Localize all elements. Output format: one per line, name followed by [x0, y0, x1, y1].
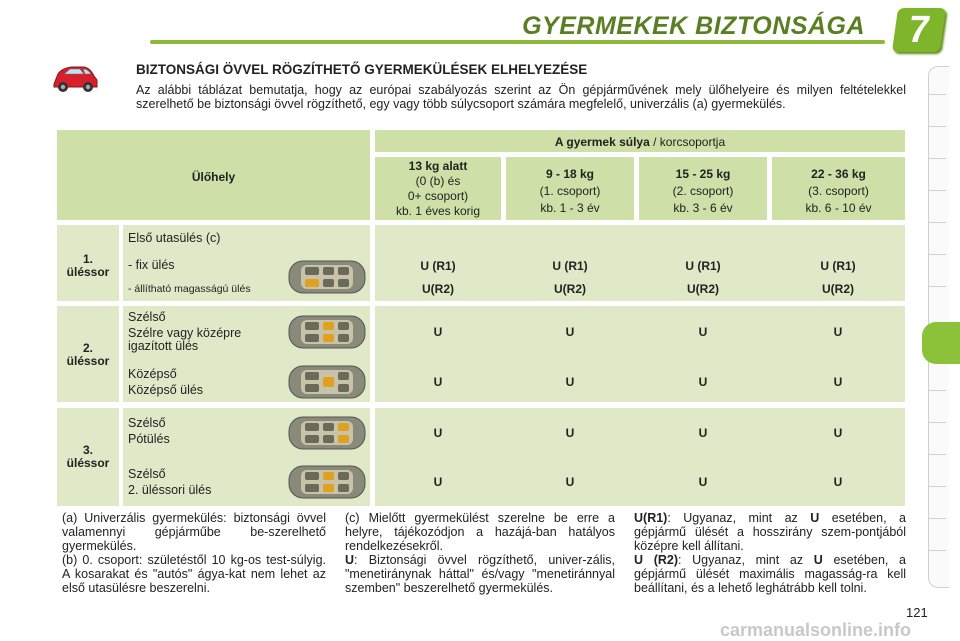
row3-value: U — [565, 475, 575, 489]
side-tab-divider — [928, 518, 946, 519]
note-b: (b) 0. csoport: születéstől 10 kg-os test-súlyig. A kosarakat és "autós" ágya-kat nem lehet az első utasülésre beszerelni. — [62, 553, 326, 595]
row1-value: U (R1) — [820, 259, 856, 273]
side-tab-divider — [928, 126, 946, 127]
side-tab-active[interactable] — [922, 322, 960, 364]
note-ur2: U (R2): Ugyanaz, mint az U esetében, a gépjármű ülését maximális magasság-ra kell beállítani, és a lehető leghátrább kell tolni. — [634, 553, 906, 595]
side-tab-divider — [928, 222, 946, 223]
row2-value: U — [833, 325, 843, 339]
row2-value: U — [433, 375, 443, 389]
chapter-badge: 7 — [892, 8, 946, 52]
row3-desc: 2. üléssori ülés — [128, 483, 212, 497]
group-1-text: 9 - 18 kg (1. csoport) kb. 1 - 3 év — [539, 167, 601, 215]
row2-value: U — [565, 325, 575, 339]
row1-value: U (R1) — [420, 259, 456, 273]
watermark: carmanualsonline.info — [720, 620, 912, 640]
note-c: (c) Mielőtt gyermekülést szerelne be erre a helyre, tájékozódjon a hazájá-ban hatályos rendelkezésekről. — [345, 511, 615, 553]
row2-value: U — [698, 375, 708, 389]
row3-desc: Szélső — [128, 467, 166, 481]
side-tab-divider — [928, 286, 946, 287]
row2-value: U — [833, 375, 843, 389]
page-title: GYERMEKEK BIZTONSÁGA — [522, 12, 865, 40]
row1-label: 1. üléssor — [66, 252, 110, 279]
row2-desc: Középső ülés — [128, 383, 204, 397]
seat-diagram-row3-outer — [287, 463, 367, 501]
side-tab-divider — [928, 454, 946, 455]
row3-value: U — [433, 426, 443, 440]
note-a: (a) Univerzális gyermekülés: biztonsági övvel valamennyi gépjárműbe be-szerelhető gyermekülés. — [62, 511, 326, 553]
side-tab-divider — [928, 422, 946, 423]
row1-value: U(R2) — [554, 282, 586, 296]
row2-label: 2. üléssor — [66, 341, 110, 368]
row2-value: U — [565, 375, 575, 389]
row3-value: U — [698, 426, 708, 440]
row1-value: U (R1) — [685, 259, 721, 273]
group-2-text: 15 - 25 kg (2. csoport) kb. 3 - 6 év — [672, 167, 734, 215]
row1-desc: Első utasülés (c) — [128, 231, 221, 245]
side-tab-divider — [928, 486, 946, 487]
row3-value: U — [833, 475, 843, 489]
side-tab-divider — [928, 158, 946, 159]
row1-value: U(R2) — [687, 282, 719, 296]
row3-value: U — [833, 426, 843, 440]
row2-value: U — [698, 325, 708, 339]
intro-paragraph: Az alábbi táblázat bemutatja, hogy az európai szabályozás szerint az Ön gépjárművének mely ülőhelyeire és milyen feltételekkel szerelhető be biztonsági övvel rögzíthető, egy vagy több súlycsoport számára megfelelő, univerzális (a) gyermekülés. — [136, 83, 906, 111]
car-icon — [50, 60, 100, 96]
row1-value: U (R1) — [552, 259, 588, 273]
row2-desc: Középső — [128, 367, 177, 381]
group-3-text: 22 - 36 kg (3. csoport) kb. 6 - 10 év — [805, 167, 872, 215]
row3-value: U — [565, 426, 575, 440]
seat-diagram-row2-middle — [287, 363, 367, 401]
weight-header: A gyermek súlya / korcsoportja — [554, 135, 726, 149]
group-0-text: 13 kg alatt (0 (b) és 0+ csoport) kb. 1 éves korig — [395, 159, 481, 218]
row1-value: U(R2) — [822, 282, 854, 296]
row3-value: U — [433, 475, 443, 489]
side-tab-divider — [928, 550, 946, 551]
row3-desc: Szélső — [128, 416, 166, 430]
row3-values-cell — [375, 408, 905, 506]
row3-label: 3. üléssor — [66, 443, 110, 470]
row1-desc: - állítható magasságú ülés — [128, 283, 251, 295]
row1-desc: - fix ülés — [128, 258, 175, 272]
row3-value: U — [698, 475, 708, 489]
note-u: U: Biztonsági övvel rögzíthető, univer-zális, "menetiránynak háttal" és/vagy "menetiránnyal szemben" beszerelhető gyermekülés. — [345, 553, 615, 595]
row2-desc: igazított ülés — [128, 339, 199, 353]
row2-desc: Szélre vagy középre — [128, 326, 242, 340]
seat-diagram-row3-extra — [287, 414, 367, 452]
seat-diagram-front — [287, 258, 367, 296]
side-tab-divider — [928, 390, 946, 391]
note-ur1: U(R1): Ugyanaz, mint az U esetében, a gépjármű ülését a hosszirány szem-pontjából középre kell állítani. — [634, 511, 906, 553]
row2-desc: Szélső — [128, 310, 166, 324]
seat-diagram-row2-outer — [287, 313, 367, 351]
row3-desc: Pótülés — [128, 432, 170, 446]
section-title: BIZTONSÁGI ÖVVEL RÖGZÍTHETŐ GYERMEKÜLÉSEK ELHELYEZÉSE — [136, 62, 588, 77]
row1-value: U(R2) — [422, 282, 454, 296]
row2-value: U — [433, 325, 443, 339]
side-tab-divider — [928, 254, 946, 255]
seat-header: Ülőhely — [191, 170, 236, 184]
side-tab-divider — [928, 190, 946, 191]
side-tab-divider — [928, 94, 946, 95]
page-number: 121 — [906, 605, 928, 620]
